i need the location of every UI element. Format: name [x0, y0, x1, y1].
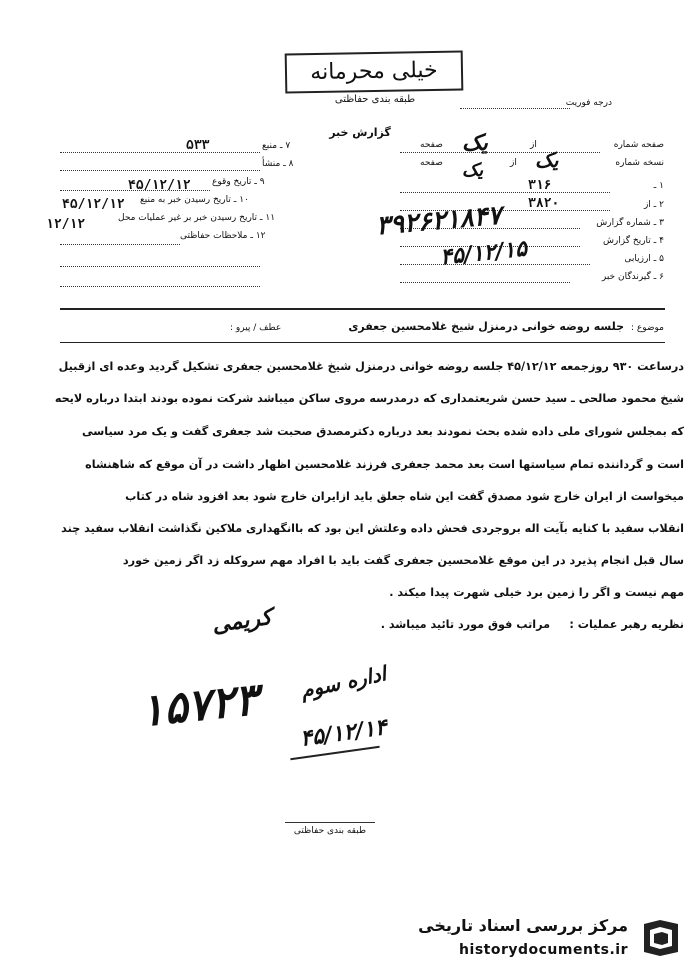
watermark-site: historydocuments.ir — [459, 942, 628, 958]
body-line-3: که بمجلس شورای ملی داده شده بحث نمودند بعد درباره دکترمصدق صحبت شد جعفری گفت و یک مرد سیاسی — [81, 425, 684, 438]
watermark-org: مرکز بررسی اسناد تاریخی — [418, 916, 628, 935]
header-rule — [60, 308, 665, 310]
opinion-text: مراتب فوق مورد تائید میباشد . — [380, 618, 550, 631]
classification-stamp-caption: طبقه بندی حفاظتی — [334, 94, 416, 105]
body-line-7: سال قبل انجام پذیرد در این موقع غلامحسین جعفری گفت باید با افراد مهم سروکله زد اگر زمین خورد — [122, 554, 684, 567]
field-6-label: ۶ ـ گیرندگان خبر — [601, 272, 664, 282]
copy-value: یک — [535, 148, 559, 172]
handwritten-report-number: ۳۹۲۶۲۱۸۴۷ — [374, 200, 503, 242]
field-10-value: ۴۵/۱۲/۱۲ — [62, 197, 125, 212]
field-2-value: ۳۸۲۰ — [528, 196, 560, 211]
body-line-2: شیخ محمود صالحی ـ سید حسن شریعتمداری که درمدرسه مروی ساکن میباشد شرکت نموده بودند ابتدا درباره لایحه — [54, 392, 684, 405]
field-1-line — [400, 192, 610, 193]
field-2-label: ۲ ـ از — [643, 200, 664, 210]
field-11-value: ۱۲/۱۲ — [46, 217, 86, 232]
field-12-line — [60, 244, 180, 245]
subject-rule — [60, 342, 665, 343]
subject-text: جلسه روضه خوانی درمنزل شیخ غلامحسین جعفری — [348, 320, 624, 333]
copy-of: از — [510, 158, 517, 168]
field-11-label: ۱۱ ـ تاریخ رسیدن خبر بر غیر عملیات محل — [118, 213, 276, 223]
body-line-4: است و گرداننده تمام سیاستها است بعد محمد جعفری فرزند غلامحسین اظهار داشت در آن موقع که شاهنشاه — [85, 458, 684, 471]
reference-label: عطف / پیرو : — [230, 323, 282, 333]
footer-stamp-line — [285, 822, 375, 823]
field-9-label: ۹ ـ تاریخ وقوع — [212, 177, 265, 187]
field-7-line — [60, 152, 260, 153]
handwritten-report-date: ۴۵/۱۲/۱۵ — [438, 235, 529, 271]
field-9-value: ۴۵/۱۲/۱۲ — [128, 178, 191, 193]
signature: کریمی — [210, 603, 274, 639]
opinion-label: نظریه رهبر عملیات : — [569, 618, 684, 631]
field-12-line-2 — [60, 266, 260, 267]
body-line-8: مهم نیست و اگر را زمین برد خیلی شهرت پیدا میکند . — [389, 586, 684, 599]
field-12-label: ۱۲ ـ ملاحظات حفاظتی — [180, 231, 266, 241]
priority-label: درجه فوریت — [565, 98, 612, 108]
copy-word: صفحه — [420, 158, 443, 168]
field-7-label: ۷ ـ منبع — [262, 141, 291, 151]
field-1-value: ۳۱۶ — [528, 178, 552, 193]
copy-total: یک — [462, 160, 484, 181]
field-1-label: ۱ ـ — [653, 181, 664, 191]
priority-line — [460, 108, 570, 109]
archive-logo-icon — [640, 918, 682, 958]
body-line-5: میخواست از ایران خارج شود مصدق گفت این شاه جعلق باید ازایران خارج شود بعد افزود شاه در کتاب — [125, 490, 684, 503]
field-8-label: ۸ ـ منشأ — [262, 159, 294, 169]
handwritten-file-number: ۱۵۷۲۳ — [137, 673, 261, 738]
handwritten-department: اداره سوم — [298, 661, 389, 703]
copy-label: نسخه شماره — [615, 158, 664, 168]
body-line-6: انقلاب سفید با کنایه بآیت اله بروجردی فحش داده وعلتش این بود که باانگهداری ملاکین نگذاشت انقلاب سفید چند — [61, 522, 684, 535]
field-3-label: ۳ ـ شماره گزارش — [596, 218, 664, 228]
field-8-line — [60, 170, 260, 171]
field-7-value: ۵۳۳ — [186, 138, 210, 153]
page-value: یک — [462, 130, 488, 156]
subject-label: موضوع : — [630, 323, 664, 333]
report-title: گزارش خبر — [329, 126, 391, 139]
footer-stamp-caption: طبقه بندی حفاظتی — [293, 826, 367, 836]
page-line — [400, 152, 600, 153]
field-12-line-3 — [60, 286, 260, 287]
body-line-1: درساعت ۹۳۰ روزجمعه ۴۵/۱۲/۱۲ جلسه روضه خوانی درمنزل شیخ غلامحسین جعفری تشکیل گردید وعده ای ازقبیل — [58, 360, 684, 373]
page-of: از — [530, 140, 537, 150]
field-10-label: ۱۰ ـ تاریخ رسیدن خبر به منبع — [140, 195, 249, 205]
field-6-line — [400, 282, 570, 283]
field-5-label: ۵ ـ ارزیابی — [624, 254, 664, 264]
page-label: صفحه شماره — [613, 140, 664, 150]
field-9-line — [60, 190, 210, 191]
page-word: صفحه — [420, 140, 443, 150]
field-4-label: ۴ ـ تاریخ گزارش — [602, 236, 664, 246]
classification-stamp: خیلی محرمانه — [285, 50, 464, 93]
handwritten-department-date: ۴۵/۱۲/۱۴ — [298, 714, 389, 752]
